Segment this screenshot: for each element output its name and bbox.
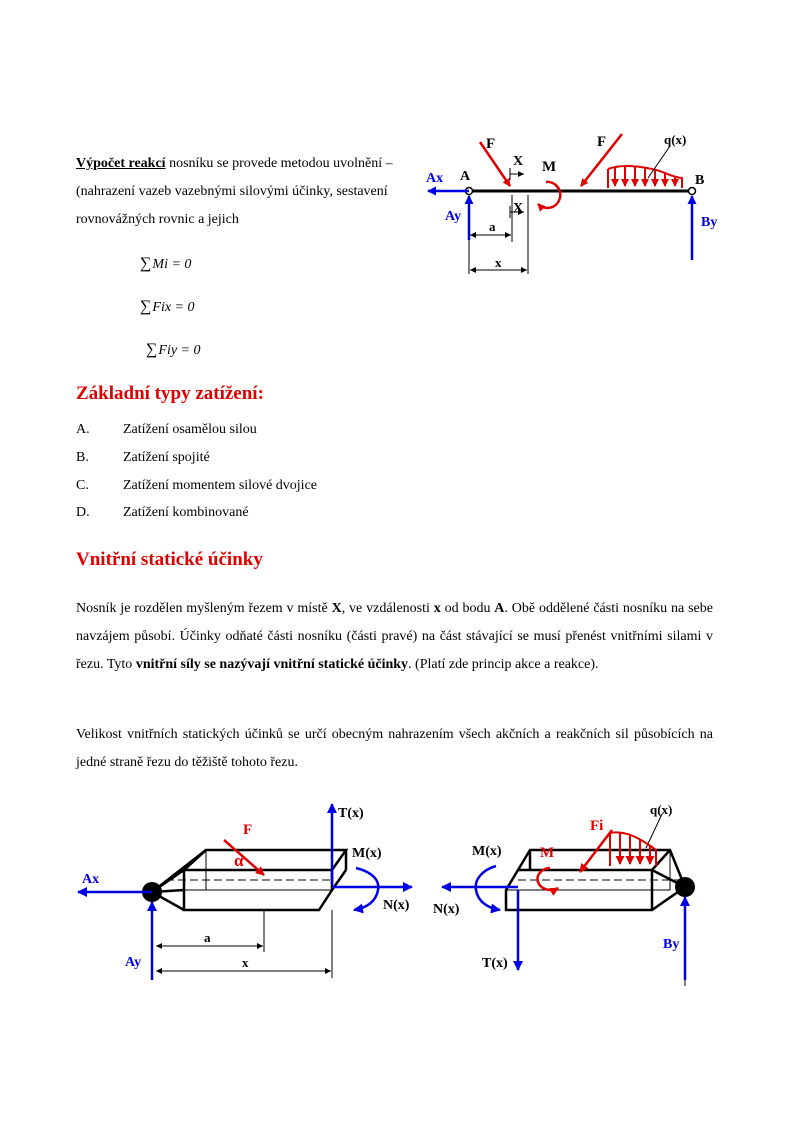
paragraph-internal-forces: Velikost vnitřních statických účinků se určí obecným nahrazením všech akčních a reakčních sil působících na jedné straně řezu do těžiště tohoto řezu. <box>76 727 713 770</box>
label-m: M <box>540 845 555 861</box>
sum-symbol: ∑ <box>140 255 152 272</box>
label-ay: Ay <box>445 209 462 224</box>
list-text: Zatížení spojité <box>123 450 210 465</box>
list-key: C. <box>76 478 89 493</box>
intro-paragraph <box>76 150 406 234</box>
label-nx: N(x) <box>383 898 410 913</box>
list-key: B. <box>76 450 89 465</box>
label-f1: F <box>486 136 496 152</box>
label-mx: M(x) <box>352 846 382 861</box>
beam-diagram <box>412 122 732 284</box>
sum-symbol: ∑ <box>140 298 152 315</box>
label-alpha: α <box>234 851 244 870</box>
label-b-point: B <box>695 173 705 188</box>
paragraph-section-cut: Nosník je rozdělen myšleným řezem v místě X, ve vzdálenosti x od bodu A. Obě oddělené části nosníku na sebe navzájem působí. Účinky odňaté části nosníku (části pravé) na část stávající se musí přenést vnitřními silami v řezu. Tyto vnitřní síly se nazývají vnitřní statické účinky. (Platí zde princip akce a reakce). <box>76 601 713 672</box>
list-key: A. <box>76 422 90 437</box>
equation-fx <box>140 298 195 316</box>
label-nx: N(x) <box>433 902 460 917</box>
moment-m-arrow <box>538 868 558 890</box>
equation-text: Fiy = 0 <box>158 343 201 358</box>
intro-text: nosníku se provede metodou uvolnění – (nahrazení vazeb vazebnými silovými účinky, sestavení rovnovážných rovnic a jejich <box>76 156 393 227</box>
label-fi: Fi <box>590 818 604 834</box>
list-text: Zatížení kombinované <box>123 505 249 520</box>
section-title-internal-effects: Vnitřní statické účinky <box>76 549 263 570</box>
list-text: Zatížení momentem silové dvojice <box>123 478 317 493</box>
label-ay: Ay <box>125 955 142 970</box>
label-x-dim: x <box>242 955 249 970</box>
support-b-joint <box>675 877 695 897</box>
label-x-section-bottom: X <box>513 201 524 216</box>
equation-text: Fix = 0 <box>152 300 195 315</box>
label-q: q(x) <box>650 802 673 817</box>
label-ax: Ax <box>426 171 444 186</box>
sum-symbol: ∑ <box>146 341 158 358</box>
distributed-load <box>608 166 682 188</box>
label-a-dim: a <box>489 219 496 234</box>
label-mx: M(x) <box>472 844 502 859</box>
equation-moments <box>140 255 191 273</box>
label-f2: F <box>597 134 607 150</box>
label-tx: T(x) <box>482 956 508 971</box>
label-x-section-top: X <box>513 154 524 169</box>
label-by: By <box>701 215 718 230</box>
intro-lead: Výpočet reakcí <box>76 156 166 171</box>
label-q: q(x) <box>664 132 687 147</box>
label-tx: T(x) <box>338 806 364 821</box>
label-m: M <box>542 159 557 175</box>
list-item <box>76 422 257 438</box>
section-title-load-types: Základní typy zatížení: <box>76 383 264 404</box>
equation-text: Mi = 0 <box>152 257 192 272</box>
label-x-dim: x <box>495 255 502 270</box>
label-by: By <box>663 937 680 952</box>
label-ax: Ax <box>82 872 100 887</box>
label-f: F <box>243 822 253 838</box>
moment-mx-arrow <box>354 868 378 910</box>
list-text: Zatížení osamělou silou <box>123 422 257 437</box>
list-item <box>76 450 210 466</box>
label-a-point: A <box>460 169 471 184</box>
equation-fy <box>146 341 201 359</box>
moment-arrow <box>538 182 560 208</box>
right-section-diagram <box>430 800 700 990</box>
support-b <box>689 188 696 195</box>
list-item <box>76 505 249 521</box>
list-item <box>76 478 317 494</box>
left-section-diagram <box>76 800 421 990</box>
list-key: D. <box>76 505 90 520</box>
label-a-dim: a <box>204 930 211 945</box>
